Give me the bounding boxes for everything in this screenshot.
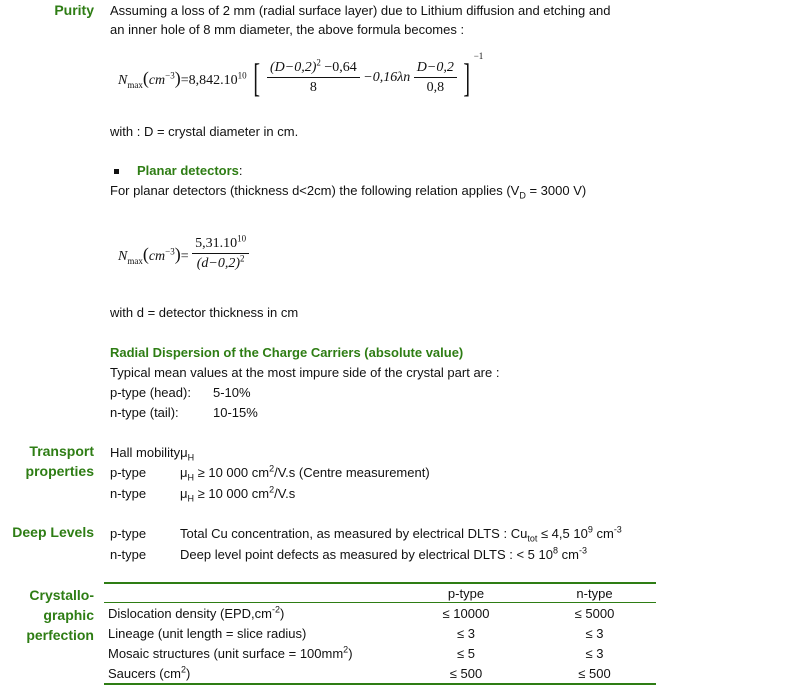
- table-cell-p: ≤ 500: [399, 663, 529, 684]
- transport-p-label: p-type: [110, 465, 147, 480]
- table-cell-n: ≤ 5000: [574, 605, 615, 621]
- planar-relation-text: For planar detectors (thickness d<2cm) the following relation applies ($V_D = 3000$ V): [110, 183, 587, 201]
- purity-paragraph-line1: Assuming a loss of 2 mm (radial surface layer) due to Lithium diffusion and etching and: [110, 3, 611, 18]
- table-cell-n: ≤ 3: [585, 645, 604, 661]
- transport-n-label: n-type: [110, 486, 147, 501]
- table-cell-n: ≤ 500: [529, 663, 656, 684]
- deep-n-label: n-type: [110, 547, 147, 562]
- section-heading-perfection: perfection: [26, 627, 94, 643]
- table-row-label: Mosaic structures (unit surface = $100mm^2$): [108, 644, 353, 661]
- table-cell-p: ≤ 3: [457, 625, 475, 641]
- table-row-label: Saucers $(cm^2)$: [104, 663, 399, 684]
- radial-n-value: 10-15%: [213, 405, 258, 420]
- table-row-label: Dislocation density $(EPD,cm^{-2})$: [108, 604, 285, 621]
- deep-n-value: Deep level point defects as measured by electrical DLTS : < 5 $10^8$ $cm^{-3}$: [180, 545, 587, 562]
- table-header-row: [104, 583, 656, 603]
- table-row: [104, 663, 656, 684]
- table-header-n-type: n-type: [529, 583, 656, 603]
- radial-n-label: n-type (tail):: [110, 405, 179, 420]
- table-cell-p: ≤ 5: [457, 645, 475, 661]
- table-header-blank: [104, 583, 399, 603]
- deep-p-label: p-type: [110, 526, 147, 541]
- transport-p-value: $\mu_H \ge 10$ 000 $cm^2/V.s$ (Centre measurement): [180, 463, 430, 483]
- table-row: [104, 603, 656, 624]
- planar-subheading: Planar detectors:: [114, 163, 243, 178]
- table-header-p-type: p-type: [399, 583, 529, 603]
- purity-definition: with : D = crystal diameter in cm.: [110, 124, 299, 139]
- bullet-icon: [114, 169, 119, 174]
- radial-heading: Radial Dispersion of the Charge Carriers (absolute value): [110, 345, 464, 360]
- deep-p-value: Total Cu concentration, as measured by electrical DLTS : $Cu_{tot} \le 4,5$ $10^9$ $cm^{-3}$: [180, 524, 622, 544]
- purity-paragraph-line2: an inner hole of 8 mm diameter, the above formula becomes :: [110, 22, 465, 37]
- table-cell-n: ≤ 3: [585, 625, 604, 641]
- planar-formula: $N_{max}(cm^{-3})=$ $\frac{5,31.10^{10}}{(d-0,2)^2}$: [118, 236, 249, 272]
- planar-definition: with d = detector thickness in cm: [110, 305, 299, 320]
- section-heading-deep-levels: Deep Levels: [12, 524, 94, 540]
- hall-mobility-label: Hall mobilityμ$_H$: [110, 445, 195, 463]
- section-heading-purity: Purity: [54, 2, 94, 18]
- table-row-label: Lineage (unit length = slice radius): [108, 625, 307, 641]
- radial-p-value: 5-10%: [213, 385, 251, 400]
- section-heading-transport: Transport: [29, 443, 94, 459]
- crystallographic-table: [104, 582, 656, 685]
- purity-formula: $N_{max}(cm^{-3})=8,842.10^{10}$ [ $\frac{(D-0,2)^2 -0,64}{8}$ −0,16λn $\frac{D-0,2}{0,8}$ ] $^{-1}$: [118, 51, 484, 100]
- section-heading-crystallo: Crystallo-: [29, 587, 94, 603]
- radial-p-label: p-type (head):: [110, 385, 191, 400]
- radial-intro: Typical mean values at the most impure side of the crystal part are :: [110, 365, 500, 380]
- table-cell-p: ≤ 10000: [442, 605, 490, 621]
- transport-n-value: $\mu_H \ge 10$ 000 $cm^2/V.s$: [180, 484, 296, 504]
- section-heading-graphic: graphic: [43, 607, 94, 623]
- section-heading-properties: properties: [25, 463, 94, 479]
- table-row: [104, 643, 656, 663]
- table-row: [104, 623, 656, 643]
